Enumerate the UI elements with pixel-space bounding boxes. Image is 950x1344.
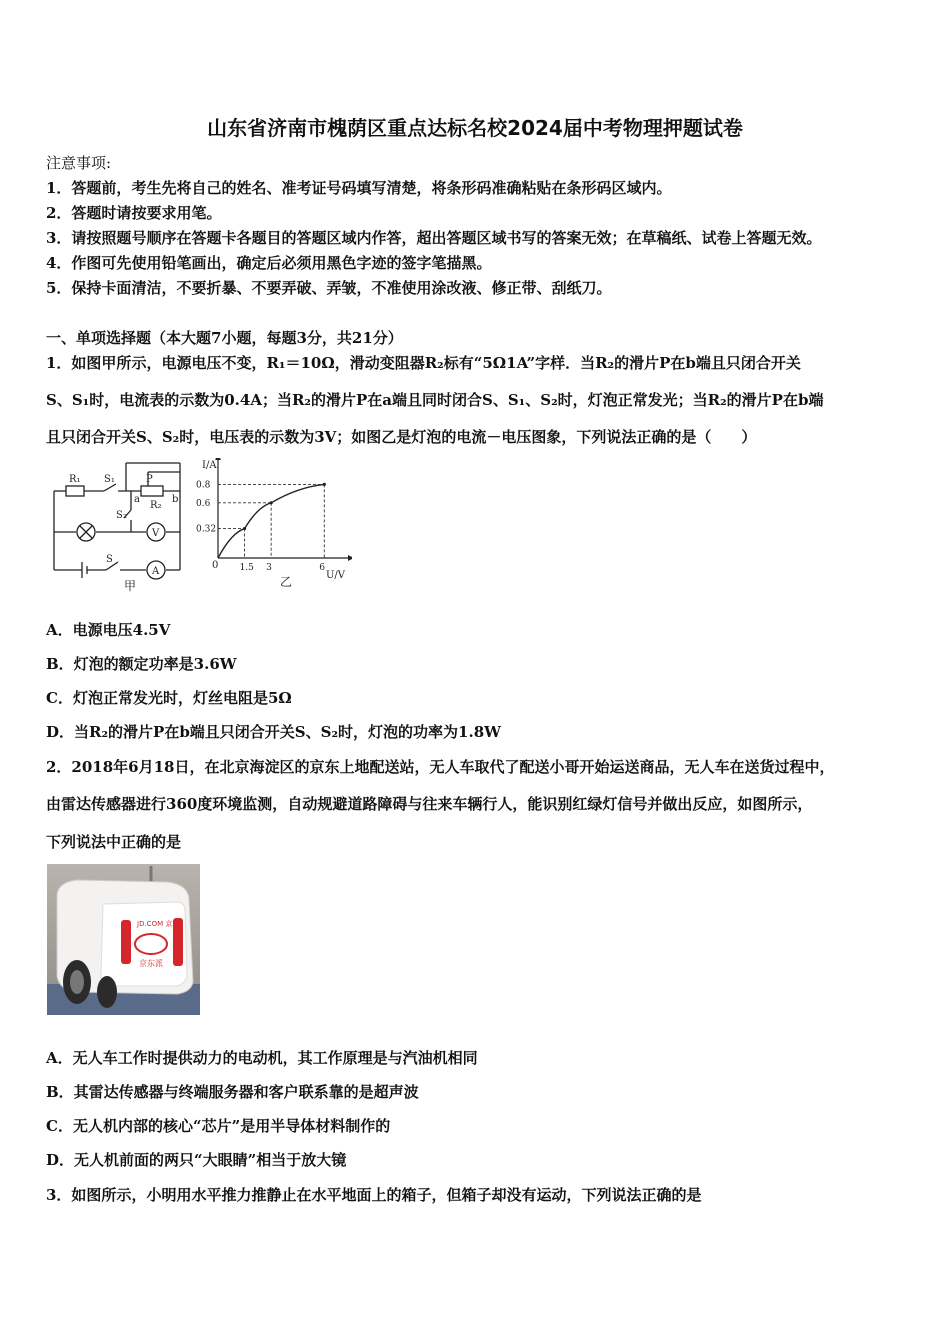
option-d: D．无人机前面的两只“大眼睛”相当于放大镜 [46, 1151, 347, 1169]
y-tick-label: 0.8 [196, 480, 211, 491]
section-heading: 一、单项选择题（本大题7小题，每题3分，共21分） [46, 329, 403, 347]
option-a: A．电源电压4.5V [46, 621, 171, 639]
graph-xlabel: U/V [326, 570, 346, 581]
option-d: D．当R₂的滑片P在b端且只闭合开关S、S₂时，灯泡的功率为1.8W [46, 723, 501, 741]
car-logo-text: JD.COM 京东 [137, 920, 180, 928]
question-text: 下列说法中正确的是 [46, 833, 182, 851]
question-text: 3．如图所示，小明用水平推力推静止在水平地面上的箱子，但箱子却没有运动，下列说法正确的是 [46, 1186, 702, 1204]
label-b: b [172, 494, 179, 505]
label-p: P [146, 474, 153, 485]
x-tick-label: 6 [319, 563, 326, 573]
question-text: 且只闭合开关S、S₂时，电压表的示数为3V；如图乙是灯泡的电流－电压图象，下列说法正确的是（ ） [46, 428, 757, 446]
question-text: S、S₁时，电流表的示数为0.4A；当R₂的滑片P在a端且同时闭合S、S₁、S₂时，灯泡正常发光；当R₂的滑片P在b端 [46, 391, 824, 409]
note-item: 4．作图可先使用铅笔画出，确定后必须用黑色字迹的签字笔描黑。 [46, 254, 492, 272]
label-ammeter: A [152, 566, 160, 577]
x-axis-arrow [348, 555, 352, 561]
data-point [243, 527, 246, 530]
question-text: 由雷达传感器进行360度环境监测，自动规避道路障碍与往来车辆行人，能识别红绿灯信号并做出反应，如图所示， [46, 795, 813, 813]
page-title: 山东省济南市槐荫区重点达标名校2024届中考物理押题试卷 [207, 116, 743, 140]
delivery-robot-photo [47, 864, 200, 1015]
label-s1: S₁ [104, 474, 115, 485]
data-point [323, 483, 326, 486]
data-point [270, 501, 273, 504]
y-tick-label: 0.6 [196, 498, 211, 509]
option-c: C．灯泡正常发光时，灯丝电阻是5Ω [46, 689, 292, 707]
note-item: 1．答题前，考生先将自己的姓名、准考证号码填写清楚，将条形码准确粘贴在条形码区域内。 [46, 179, 672, 197]
y-tick-label: 0.32 [196, 524, 217, 535]
label-s: S [106, 554, 113, 565]
question-text: 2．2018年6月18日，在北京海淀区的京东上地配送站，无人车取代了配送小哥开始运送商品，无人车在送货过程中， [46, 758, 835, 776]
note-item: 3．请按照题号顺序在答题卡各题目的答题区域内作答，超出答题区域书写的答案无效；在草稿纸、试卷上答题无效。 [46, 229, 822, 247]
x-tick-label: 1.5 [239, 563, 254, 573]
x-tick-label: 3 [266, 563, 272, 573]
label-r1: R₁ [69, 474, 81, 485]
question-text: 1．如图甲所示，电源电压不变，R₁＝10Ω，滑动变阻器R₂标有“5Ω1A”字样．当R₂的滑片P在b端且只闭合开关 [46, 354, 801, 372]
iv-curve [218, 484, 324, 558]
current-voltage-graph [196, 458, 352, 573]
option-a: A．无人车工作时提供动力的电动机，其工作原理是与汽油机相同 [46, 1049, 478, 1067]
car-brand-text: 京东派 [139, 959, 163, 968]
label-s2: S₂ [116, 510, 127, 521]
note-item: 2．答题时请按要求用笔。 [46, 204, 222, 222]
notes-heading: 注意事项: [46, 154, 112, 172]
label-a: a [134, 494, 140, 505]
graph-origin: 0 [212, 560, 219, 571]
graph-ylabel: I/A [202, 460, 217, 471]
note-item: 5．保持卡面清洁，不要折暴、不要弄破、弄皱，不准使用涂改液、修正带、刮纸刀。 [46, 279, 612, 297]
circuit-and-graph-figure [46, 458, 352, 600]
option-b: B．灯泡的额定功率是3.6W [46, 655, 237, 673]
option-c: C．无人机内部的核心“芯片”是用半导体材料制作的 [46, 1117, 391, 1135]
option-b: B．其雷达传感器与终端服务器和客户联系靠的是超声波 [46, 1083, 419, 1101]
caption-jia: 甲 [124, 579, 137, 593]
label-r2: R₂ [150, 500, 162, 511]
label-v: V [152, 528, 160, 539]
caption-yi: 乙 [280, 575, 293, 589]
